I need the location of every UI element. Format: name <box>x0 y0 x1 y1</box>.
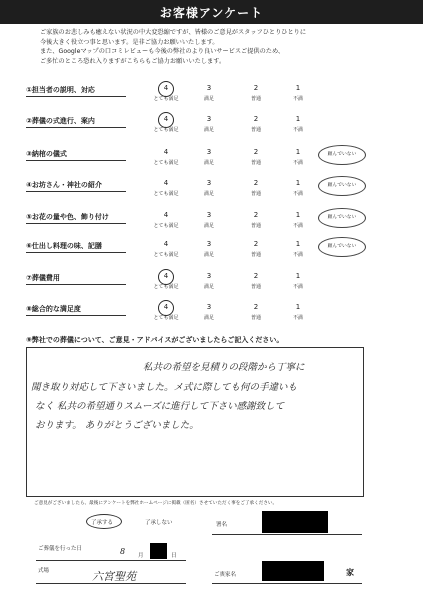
rating-option[interactable]: 2 <box>253 148 259 156</box>
rating-caption: 満足 <box>203 284 214 290</box>
rating-caption: とても満足 <box>153 284 179 290</box>
rating-option[interactable]: 3 <box>206 84 212 92</box>
rating-caption: 満足 <box>203 96 214 102</box>
intro-line: また、Googleマップの口コミレビューも今後の弊社のより良いサービスご提供のため、 <box>40 48 285 56</box>
rating-caption: 満足 <box>203 223 214 229</box>
rating-caption: とても満足 <box>153 96 179 102</box>
rating-caption: 不満 <box>292 223 303 229</box>
selected-circle <box>158 269 174 285</box>
rating-option[interactable]: 3 <box>206 240 212 248</box>
rating-option[interactable]: 2 <box>253 115 259 123</box>
rating-option[interactable]: 2 <box>253 179 259 187</box>
rating-option[interactable]: 1 <box>295 303 301 311</box>
rating-caption: とても満足 <box>153 315 179 321</box>
selected-circle <box>158 81 174 97</box>
rating-option[interactable]: 1 <box>295 115 301 123</box>
feedback-line: おります。 ありがとうございました。 <box>35 420 199 431</box>
rating-option[interactable]: 4 <box>163 148 169 156</box>
rating-caption: 普通 <box>250 127 261 133</box>
feedback-box <box>26 347 364 497</box>
family-suffix: 家 <box>346 568 354 577</box>
disagree-option[interactable]: 了承しない <box>145 520 173 526</box>
rating-caption: 不満 <box>292 191 303 197</box>
intro-line: ご多忙のところ恐れ入りますがこちらもご協力お願いいたします。 <box>40 57 226 65</box>
rating-caption: 普通 <box>250 315 261 321</box>
venue-line <box>36 583 186 584</box>
rating-option[interactable]: 4 <box>163 240 169 248</box>
day-unit: 日 <box>171 553 177 559</box>
selected-circle <box>158 300 174 316</box>
rating-caption: 普通 <box>250 223 261 229</box>
signature-line <box>212 534 362 535</box>
rating-option[interactable]: 3 <box>206 272 212 280</box>
rating-option[interactable]: 1 <box>295 272 301 280</box>
signature-redaction <box>262 511 328 533</box>
day-redaction <box>150 543 167 559</box>
rating-option[interactable]: 2 <box>253 240 259 248</box>
rating-caption: とても満足 <box>153 191 179 197</box>
question-label: ⑤お花の量や色、飾り付け <box>26 212 126 224</box>
rating-option[interactable]: 3 <box>206 303 212 311</box>
question-label: ②葬儀の式進行、案内 <box>26 116 126 128</box>
family-label: ご喪家名 <box>214 572 237 578</box>
not-requested-note: 頼んでいない <box>318 208 366 228</box>
rating-caption: 不満 <box>292 284 303 290</box>
rating-caption: とても満足 <box>153 223 179 229</box>
question-label: ⑥仕出し料理の味、記膳 <box>26 241 126 253</box>
consent-text: ご意見がございましたら、最後にアンケートを弊社ホームページに掲載（匿名）させていただく事をご了承ください。 <box>34 501 278 506</box>
rating-caption: 普通 <box>250 284 261 290</box>
intro-line: ご家族のお悲しみも癒えない状況の中大変恐縮ですが、皆様のご意見がスタッフひとりひとりに <box>40 29 307 36</box>
question-label: ⑦葬儀費用 <box>26 273 126 285</box>
rating-caption: 不満 <box>292 127 303 133</box>
selected-circle <box>158 112 174 128</box>
question-label: ③納棺の儀式 <box>26 149 126 161</box>
rating-caption: 不満 <box>292 96 303 102</box>
not-requested-note: 頼んでいない <box>318 145 366 165</box>
rating-option[interactable]: 3 <box>206 115 212 123</box>
family-redaction <box>262 561 324 581</box>
rating-option[interactable]: 4 <box>163 272 169 280</box>
venue-label: 式場 <box>38 568 50 574</box>
rating-option[interactable]: 1 <box>295 84 301 92</box>
page-title: お客様アンケート <box>159 6 264 20</box>
rating-caption: 満足 <box>203 252 214 258</box>
question-label: ④お坊さん・神社の紹介 <box>26 180 126 192</box>
not-requested-note: 頼んでいない <box>318 237 366 257</box>
not-requested-note: 頼んでいない <box>318 176 366 196</box>
rating-caption: 不満 <box>292 252 303 258</box>
feedback-line: なく 私共の希望通りスムーズに進行して下さい感謝致して <box>35 401 285 412</box>
rating-caption: とても満足 <box>153 160 179 166</box>
rating-option[interactable]: 2 <box>253 303 259 311</box>
rating-option[interactable]: 2 <box>253 84 259 92</box>
rating-option[interactable]: 4 <box>163 211 169 219</box>
rating-option[interactable]: 4 <box>163 303 169 311</box>
rating-caption: 普通 <box>250 191 261 197</box>
rating-option[interactable]: 1 <box>295 240 301 248</box>
rating-caption: 満足 <box>203 160 214 166</box>
question-label: ⑧総合的な満足度 <box>26 304 126 316</box>
rating-option[interactable]: 2 <box>253 211 259 219</box>
rating-option[interactable]: 4 <box>163 84 169 92</box>
rating-caption: 普通 <box>250 252 261 258</box>
date-month: 8 <box>120 547 126 556</box>
intro-line: 今後大きく役立つ事と思います。是非ご協力お願いいたします。 <box>40 38 219 46</box>
rating-option[interactable]: 2 <box>253 272 259 280</box>
rating-caption: とても満足 <box>153 252 179 258</box>
feedback-line: 聞き取り対応して下さいました。メ式に際しても何の手違いも <box>31 382 298 393</box>
month-unit: 月 <box>138 553 144 559</box>
intro-text <box>40 28 390 66</box>
agree-circle <box>86 514 122 529</box>
family-line <box>212 583 362 584</box>
rating-option[interactable]: 1 <box>295 179 301 187</box>
rating-option[interactable]: 3 <box>206 148 212 156</box>
rating-caption: 満足 <box>203 315 214 321</box>
rating-caption: 満足 <box>203 191 214 197</box>
rating-option[interactable]: 1 <box>295 148 301 156</box>
rating-option[interactable]: 3 <box>206 179 212 187</box>
rating-caption: 不満 <box>292 315 303 321</box>
agree-option[interactable]: 了承する <box>91 520 114 526</box>
feedback-label: ⑨弊社での葬儀について、ご意見・アドバイスがございましたらご記入ください。 <box>26 336 284 344</box>
rating-caption: 満足 <box>203 127 214 133</box>
rating-caption: 不満 <box>292 160 303 166</box>
rating-caption: 普通 <box>250 160 261 166</box>
date-line <box>36 560 186 561</box>
rating-option[interactable]: 4 <box>163 179 169 187</box>
date-label: ご葬儀を行った日 <box>38 546 83 552</box>
rating-caption: とても満足 <box>153 127 179 133</box>
rating-option[interactable]: 3 <box>206 211 212 219</box>
rating-option[interactable]: 4 <box>163 115 169 123</box>
signature-label: 署名 <box>216 522 228 528</box>
rating-option[interactable]: 1 <box>295 211 301 219</box>
venue-value: 六宮聖苑 <box>92 570 136 583</box>
feedback-line: 私共の希望を見積りの段階から丁寧に <box>143 362 305 373</box>
question-label: ①担当者の説明、対応 <box>26 85 126 97</box>
rating-caption: 普通 <box>250 96 261 102</box>
